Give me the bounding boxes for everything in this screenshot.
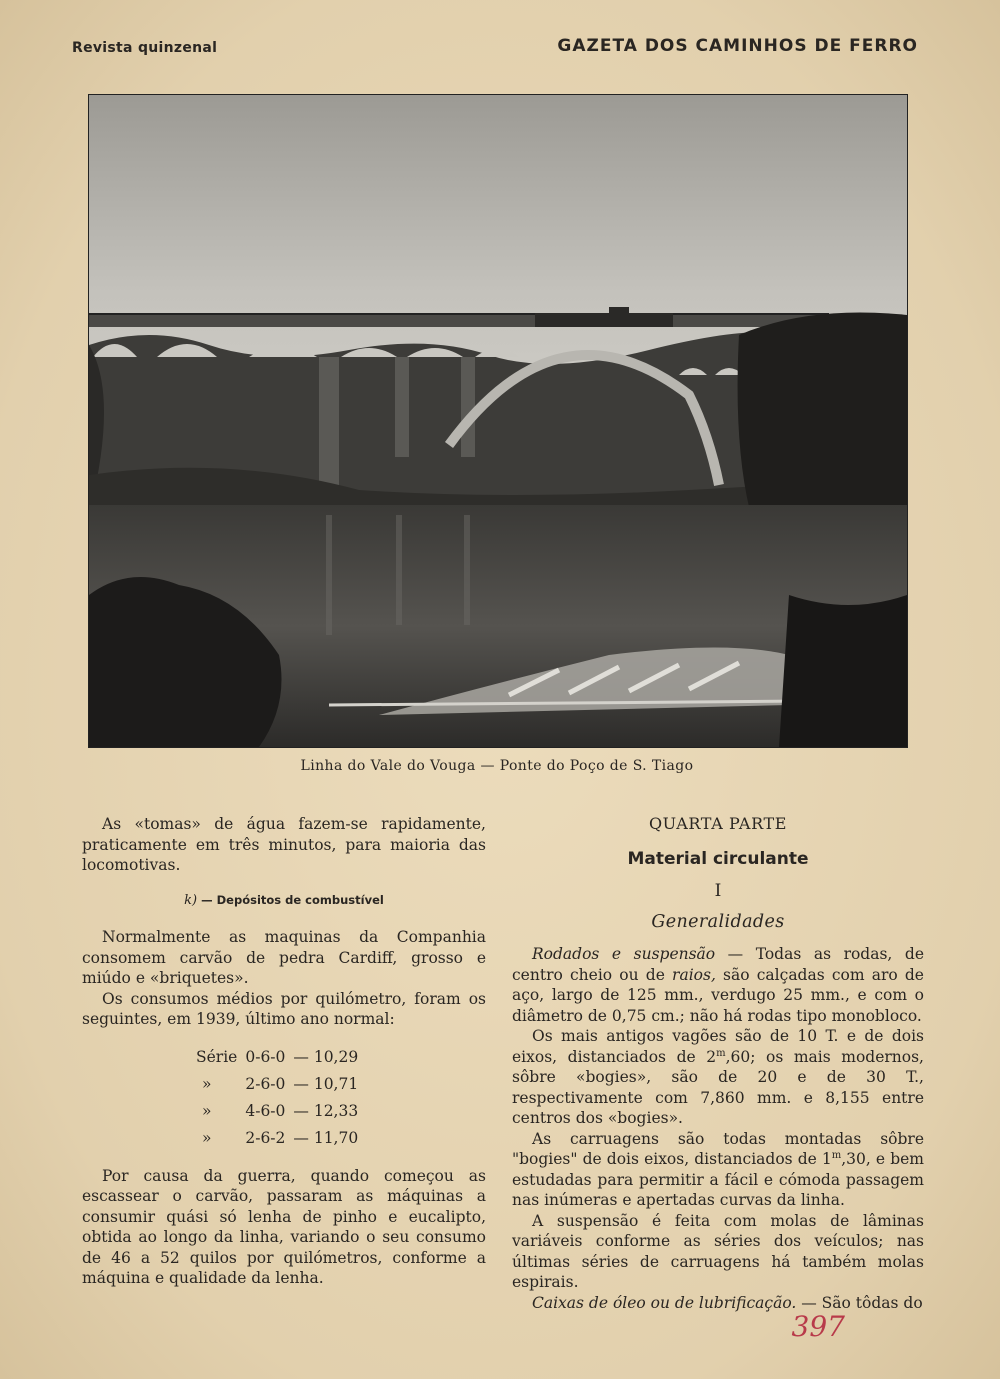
emphasis: raios, [672, 965, 716, 984]
text-run: — Todas as rodas, de centro cheio ou de [512, 945, 924, 984]
lead-phrase: Rodados e suspensão [532, 945, 716, 963]
lead-phrase: Caixas de óleo ou de lubrificação. [532, 1293, 797, 1312]
series-label: Série [196, 1047, 238, 1066]
paragraph-suspension: A suspensão é feita com molas de lâminas variáveis conforme as séries dos veículos; nas últimas séries de carruagens há também molas espirais. [512, 1211, 924, 1291]
paragraph-axle-boxes [512, 1293, 924, 1314]
paragraph-coal: Normalmente as maquinas da Companhia consomem carvão de pedra Cardiff, grosso e miúdo e «briquetes». [82, 928, 486, 987]
consumption-table [192, 1044, 362, 1152]
series-label: » [202, 1101, 212, 1120]
part-label: QUARTA PARTE [648, 814, 788, 833]
paragraph-war-wood: Por causa da guerra, quando começou as escassear o carvão, passaram as máquinas a consumir quási só lenha de pinho e eucalipto, obtida ao longo da linha, variando o seu consumo de 46 a 52 quilos por quilómetros, conforme a máquina e qualidade da lenha. [82, 1166, 486, 1287]
table-row [192, 1098, 362, 1125]
text-run: ,60; os mais modernos, sôbre «bogies», são de 20 e de 30 T., respectivamente com 7,860 mm. e 8,155 entre centros dos «bogies». [512, 1047, 924, 1127]
page-number: 397 [791, 1310, 845, 1343]
subheading-letter: k) [184, 892, 198, 908]
section-title: Material circulante [627, 848, 809, 869]
series-type: 2-6-0 [245, 1074, 286, 1093]
table-row [192, 1044, 362, 1071]
right-column [512, 808, 924, 1313]
table-row [192, 1125, 362, 1152]
chapter-number: I [714, 881, 722, 901]
superscript: m [831, 1149, 842, 1161]
bridge-photo-illustration [89, 95, 907, 747]
superscript: m [716, 1047, 726, 1059]
subheading-fuel-depots [82, 890, 486, 912]
series-label: » [202, 1074, 212, 1093]
paragraph-wheels [512, 944, 924, 1026]
series-value: — 12,33 [293, 1101, 359, 1120]
series-value: — 11,70 [293, 1128, 359, 1147]
text-run: — São tôdas do [796, 1293, 923, 1312]
subheading-text: — Depósitos de combustível [201, 892, 384, 907]
running-header-right: GAZETA DOS CAMINHOS DE FERRO [557, 36, 918, 56]
series-type: 2-6-2 [245, 1128, 286, 1147]
paragraph-consumption-intro: Os consumos médios por quilómetro, foram os seguintes, em 1939, último ano normal: [82, 989, 486, 1028]
paragraph-water-intake: As «tomas» de água fazem-se rapidamente, praticamente em três minutos, para maioria das locomotivas. [82, 815, 486, 874]
paragraph-wagons [512, 1026, 924, 1129]
series-label: » [202, 1128, 212, 1147]
paragraph-carriages [512, 1129, 924, 1211]
text-run: ,30, e bem estudadas para permitir a fácil e cómoda passagem nas inúmeras e apertadas curvas da linha. [512, 1150, 924, 1209]
running-header-left: Revista quinzenal [72, 40, 218, 56]
series-type: 0-6-0 [245, 1047, 286, 1066]
chapter-title: Generalidades [651, 911, 785, 932]
text-run: são calçadas com aro de aço, largo de 125 mm., verdugo 25 mm., e com o diâmetro de 0,75 cm.; não há rodas tipo monobloco. [512, 965, 924, 1025]
series-type: 4-6-0 [245, 1101, 286, 1120]
text-run: As carruagens são todas montadas sôbre "bogies" de dois eixos, distanciados de 1 [512, 1129, 924, 1168]
photo-caption: Linha do Vale do Vouga — Ponte do Poço de S. Tiago [300, 758, 694, 774]
text-run: Os mais antigos vagões são de 10 T. e de dois eixos, distanciados de 2 [512, 1027, 924, 1066]
series-value: — 10,71 [293, 1074, 359, 1093]
left-column [82, 814, 486, 1289]
bridge-photograph [88, 94, 908, 748]
table-row [192, 1071, 362, 1098]
series-value: — 10,29 [293, 1047, 359, 1066]
